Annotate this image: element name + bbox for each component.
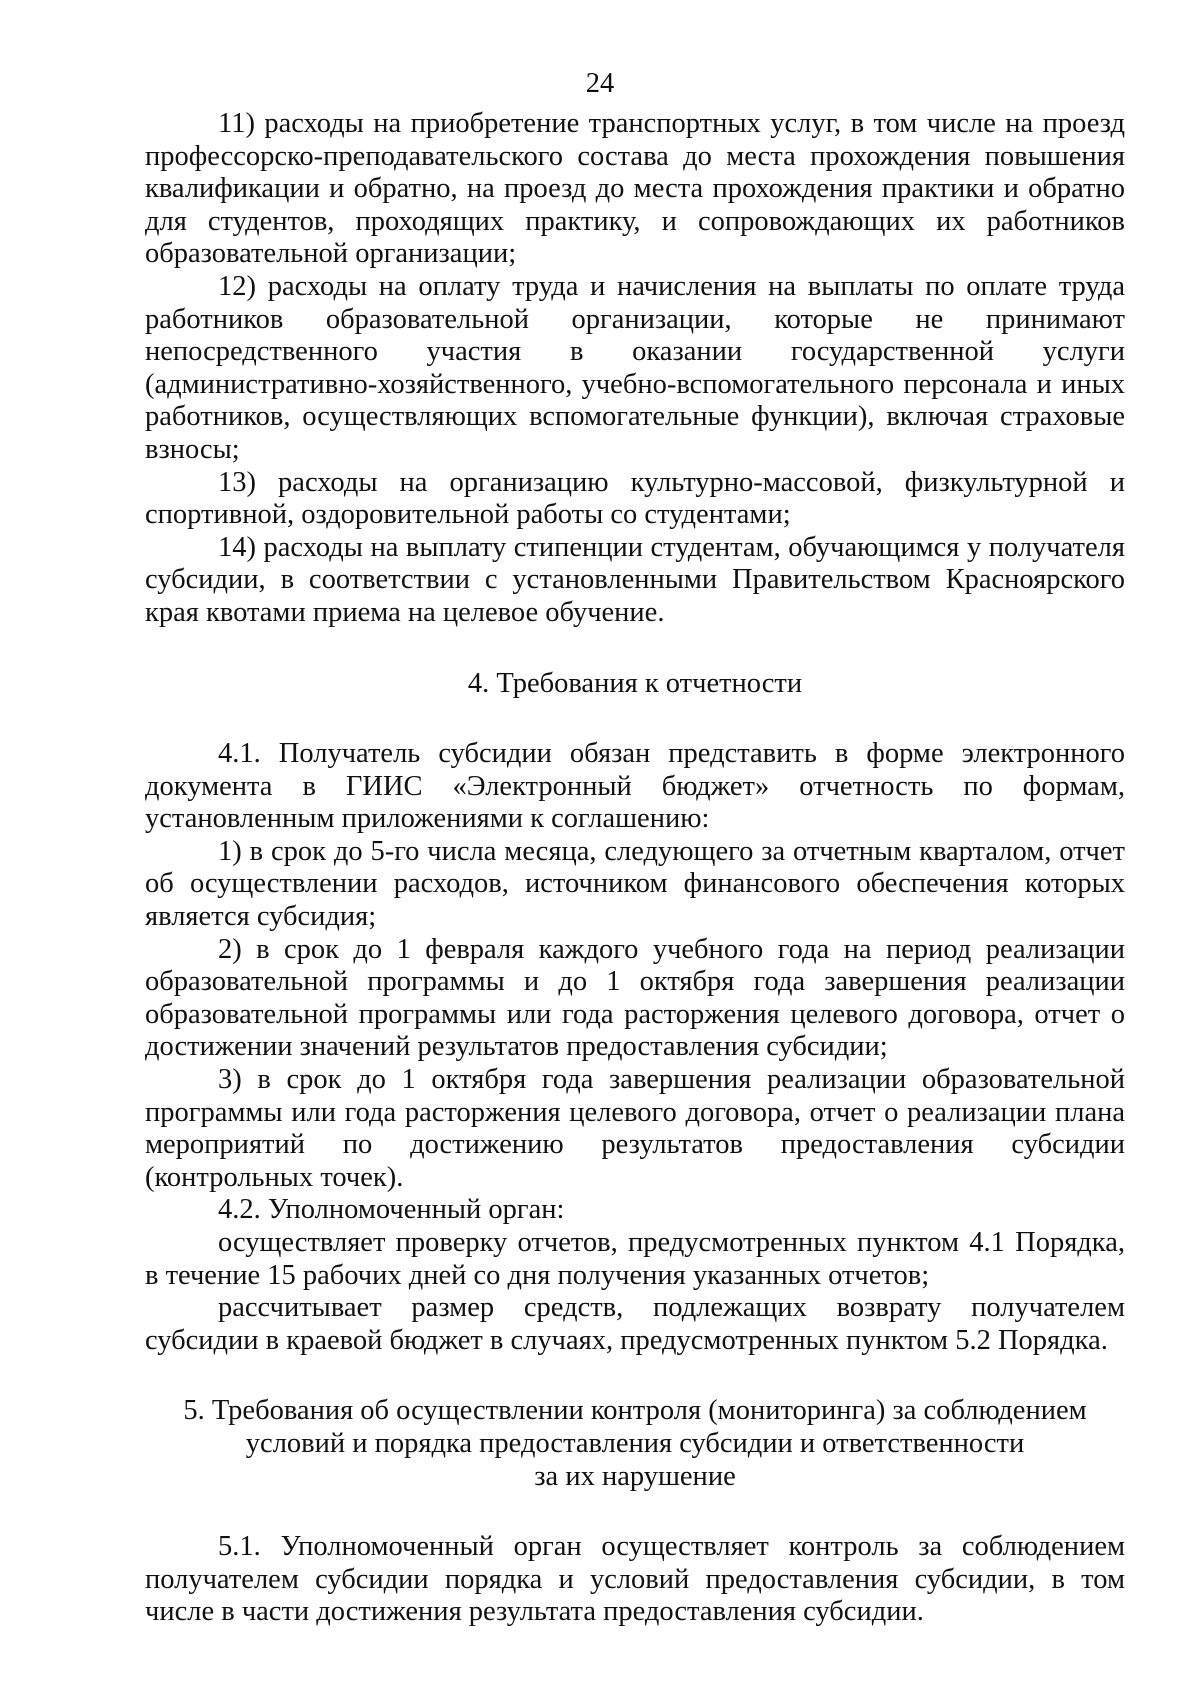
paragraph-item-11: 11) расходы на приобретение транспортных услуг, в том числе на проезд профессорско-преподавательского состава до места прохождения повышения квалификации и обратно, на проезд до места прохождения практики и обратно для студентов, проходящих практику, и сопровождающих их работников образовательной организации;: [145, 108, 1125, 270]
paragraph-4-1-item-1: 1) в срок до 5-го числа месяца, следующего за отчетным кварталом, отчет об осуществлении расходов, источником финансового обеспечения которых является субсидия;: [145, 835, 1125, 933]
paragraph-4-1-item-3: 3) в срок до 1 октября года завершения реализации образовательной программы или года расторжения целевого договора, отчет о реализации плана мероприятий по достижению результатов предоставления субсидии (контрольных точек).: [145, 1064, 1125, 1193]
spacer: [145, 1493, 1125, 1531]
paragraph-item-12: 12) расходы на оплату труда и начисления на выплаты по оплате труда работников образовательной организации, которые не принимают непосредственного участия в оказании государственной услуги (административно-хозяйственного, учебно-вспомогательного персонала и иных работников, осуществляющих вспомогательные функции), включая страховые взносы;: [145, 270, 1125, 465]
paragraph-4-1-item-2: 2) в срок до 1 февраля каждого учебного года на период реализации образовательной программы и до 1 октября года завершения реализации образовательной программы или года расторжения целевого договора, отчет о достижении значений результатов предоставления субсидии;: [145, 933, 1125, 1063]
section-heading-5-line-1: 5. Требования об осуществлении контроля (мониторинга) за соблюдением: [183, 1395, 1087, 1427]
section-heading-5-line-3: за их нарушение: [534, 1460, 736, 1492]
paragraph-4-2-item-b: рассчитывает размер средств, подлежащих возврату получателем субсидии в краевой бюджет в случаях, предусмотренных пунктом 5.2 Порядка.: [145, 1292, 1125, 1356]
paragraph-4-2-item-a: осуществляет проверку отчетов, предусмотренных пунктом 4.1 Порядка, в течение 15 рабочих дней со дня получения указанных отчетов;: [145, 1227, 1125, 1291]
spacer: [145, 630, 1125, 668]
paragraph-5-1: 5.1. Уполномоченный орган осуществляет контроль за соблюдением получателем субсидии порядка и условий предоставления субсидии, в том числе в части достижения результата предоставления субсидии.: [145, 1531, 1125, 1628]
paragraph-4-1: 4.1. Получатель субсидии обязан представить в форме электронного документа в ГИИС «Электронный бюджет» отчетность по формам, установленным приложениями к соглашению:: [145, 738, 1125, 835]
paragraph-item-14: 14) расходы на выплату стипенции студентам, обучающимся у получателя субсидии, в соответствии с установленными Правительством Красноярского края квотами приема на целевое обучение.: [145, 531, 1125, 628]
page-content: [145, 108, 1125, 1629]
paragraph-4-2: 4.2. Уполномоченный орган:: [218, 1194, 565, 1226]
paragraph-item-13: 13) расходы на организацию культурно-массовой, физкультурной и спортивной, оздоровительной работы со студентами;: [145, 466, 1125, 531]
section-heading-4: 4. Требования к отчетности: [467, 667, 803, 699]
section-heading-5-line-2: условий и порядка предоставления субсидии и ответственности: [245, 1427, 1025, 1459]
page-number: 24: [585, 68, 615, 99]
spacer: [145, 1357, 1125, 1395]
spacer: [145, 700, 1125, 738]
